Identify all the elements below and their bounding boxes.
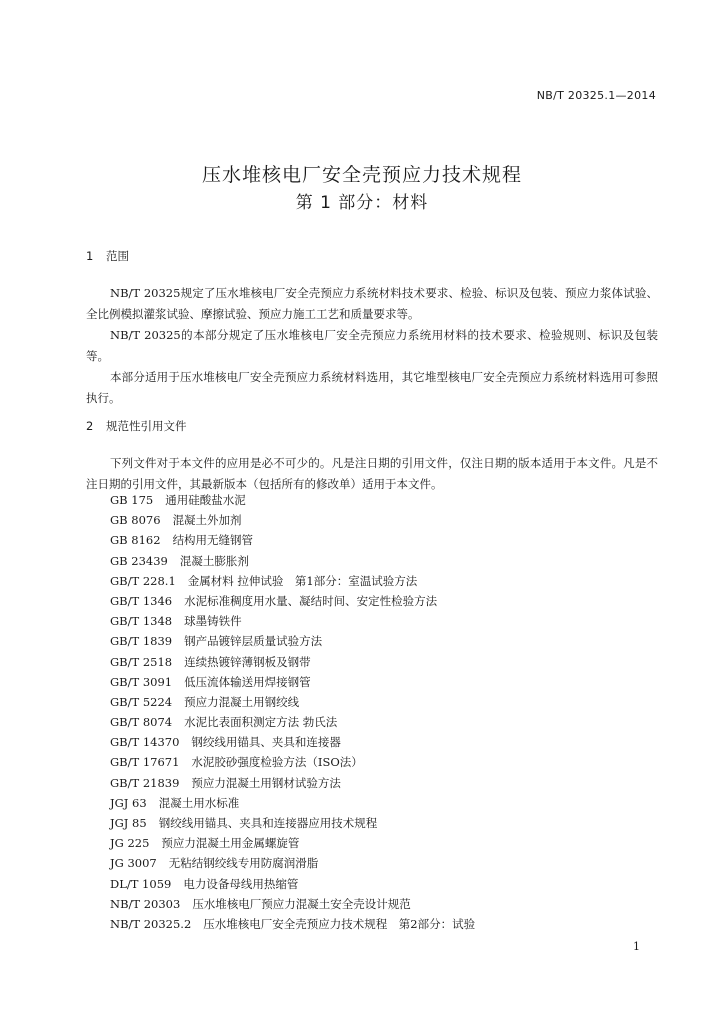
reference-title: 钢绞线用锚具、夹具和连接器应用技术规程 bbox=[158, 816, 378, 830]
reference-title: 水泥胶砂强度检验方法（ISO法） bbox=[191, 755, 363, 770]
reference-title: 水泥比表面积测定方法 勃氏法 bbox=[184, 715, 338, 730]
reference-title: 钢产品镀锌层质量试验方法 bbox=[184, 634, 323, 649]
reference-item bbox=[110, 712, 475, 732]
reference-code: NB/T 20325.2 bbox=[110, 916, 192, 931]
reference-code: GB/T 17671 bbox=[110, 755, 180, 770]
section-number: 2 bbox=[86, 419, 94, 433]
reference-item bbox=[110, 732, 475, 752]
reference-code: JGJ 63 bbox=[110, 795, 147, 810]
reference-item bbox=[110, 853, 475, 873]
reference-title: 低压流体输送用焊接钢管 bbox=[184, 674, 311, 689]
reference-item bbox=[110, 692, 475, 712]
reference-item bbox=[110, 611, 475, 631]
section-title: 范围 bbox=[106, 249, 129, 263]
section-number: 1 bbox=[86, 249, 94, 263]
reference-item bbox=[110, 914, 475, 934]
reference-title: 金属材料 拉伸试验 第1部分：室温试验方法 bbox=[187, 573, 418, 588]
document-title: 压水堆核电厂安全壳预应力技术规程 bbox=[201, 164, 522, 186]
scope-paragraph-1: NB/T 20325规定了压水堆核电厂安全壳预应力系统材料技术要求、检验、标识及包装、预应力浆体试验、全比例模拟灌浆试验、摩擦试验、预应力施工工艺和质量要求等。 bbox=[86, 286, 658, 321]
reference-code: GB 23439 bbox=[110, 553, 168, 568]
reference-code: GB/T 8074 bbox=[110, 715, 173, 730]
reference-title: 结构用无缝钢管 bbox=[172, 533, 254, 548]
reference-list bbox=[110, 490, 475, 934]
document-subtitle: 第 1 部分：材料 bbox=[295, 193, 429, 213]
reference-code: GB/T 228.1 bbox=[110, 573, 176, 588]
scope-paragraph-3: 本部分适用于压水堆核电厂安全壳预应力系统材料选用，其它堆型核电厂安全壳预应力系统材料选用可参照执行。 bbox=[86, 370, 658, 405]
reference-title: 压水堆核电厂安全壳预应力技术规程 第2部分：试验 bbox=[203, 916, 476, 931]
reference-title: 水泥标准稠度用水量、凝结时间、安定性检验方法 bbox=[184, 593, 438, 608]
section-title: 规范性引用文件 bbox=[106, 419, 187, 433]
reference-code: GB 175 bbox=[110, 493, 154, 507]
reference-code: GB 8076 bbox=[110, 513, 161, 528]
reference-title: 压水堆核电厂预应力混凝土安全壳设计规范 bbox=[192, 896, 411, 911]
reference-title: 预应力混凝土用金属螺旋管 bbox=[161, 836, 300, 851]
reference-code: GB 8162 bbox=[110, 533, 161, 548]
reference-title: 球墨铸铁件 bbox=[184, 614, 242, 629]
reference-code: DL/T 1059 bbox=[110, 876, 172, 891]
reference-code: GB/T 5224 bbox=[110, 694, 173, 709]
standard-code: NB/T 20325.1—2014 bbox=[536, 89, 656, 102]
section-2-heading bbox=[86, 418, 187, 434]
reference-title: 预应力混凝土用钢绞线 bbox=[184, 694, 300, 709]
reference-item bbox=[110, 571, 475, 591]
reference-code: GB/T 1346 bbox=[110, 593, 173, 608]
reference-item bbox=[110, 551, 475, 571]
section-1-heading bbox=[86, 248, 129, 264]
reference-title: 电力设备母线用热缩管 bbox=[183, 876, 299, 891]
reference-item bbox=[110, 631, 475, 651]
reference-code: NB/T 20303 bbox=[110, 896, 181, 911]
page-number: 1 bbox=[633, 940, 640, 953]
normative-references-intro: 下列文件对于本文件的应用是必不可少的。凡是注日期的引用文件，仅注日期的版本适用于本文件。凡是不注日期的引用文件，其最新版本（包括所有的修改单）适用于本文件。 bbox=[86, 456, 658, 491]
reference-code: GB/T 3091 bbox=[110, 674, 173, 689]
reference-item bbox=[110, 813, 475, 833]
reference-item bbox=[110, 672, 475, 692]
reference-item bbox=[110, 793, 475, 813]
reference-item bbox=[110, 894, 475, 914]
reference-item bbox=[110, 752, 475, 772]
reference-item bbox=[110, 773, 475, 793]
reference-item bbox=[110, 490, 475, 510]
reference-item bbox=[110, 874, 475, 894]
reference-title: 混凝土用水标准 bbox=[158, 795, 240, 810]
reference-code: GB/T 1839 bbox=[110, 634, 173, 649]
reference-title: 预应力混凝土用钢材试验方法 bbox=[191, 775, 341, 790]
reference-item bbox=[110, 833, 475, 853]
reference-title: 通用硅酸盐水泥 bbox=[165, 493, 246, 507]
reference-item bbox=[110, 530, 475, 550]
reference-code: GB/T 2518 bbox=[110, 654, 173, 669]
reference-item bbox=[110, 652, 475, 672]
reference-title: 连续热镀锌薄钢板及钢带 bbox=[184, 654, 311, 669]
reference-code: GB/T 14370 bbox=[110, 735, 180, 750]
reference-title: 混凝土膨胀剂 bbox=[179, 553, 249, 568]
reference-title: 无粘结钢绞线专用防腐润滑脂 bbox=[168, 856, 319, 871]
reference-code: JGJ 85 bbox=[110, 816, 147, 830]
reference-title: 混凝土外加剂 bbox=[172, 513, 242, 528]
reference-item bbox=[110, 510, 475, 530]
reference-code: GB/T 1348 bbox=[110, 614, 173, 629]
reference-item bbox=[110, 591, 475, 611]
reference-code: GB/T 21839 bbox=[110, 775, 180, 790]
scope-paragraph-2: NB/T 20325的本部分规定了压水堆核电厂安全壳预应力系统用材料的技术要求、检验规则、标识及包装等。 bbox=[86, 328, 658, 363]
reference-code: JG 3007 bbox=[110, 856, 157, 871]
reference-code: JG 225 bbox=[110, 836, 150, 851]
reference-title: 钢绞线用锚具、夹具和连接器 bbox=[191, 735, 341, 750]
